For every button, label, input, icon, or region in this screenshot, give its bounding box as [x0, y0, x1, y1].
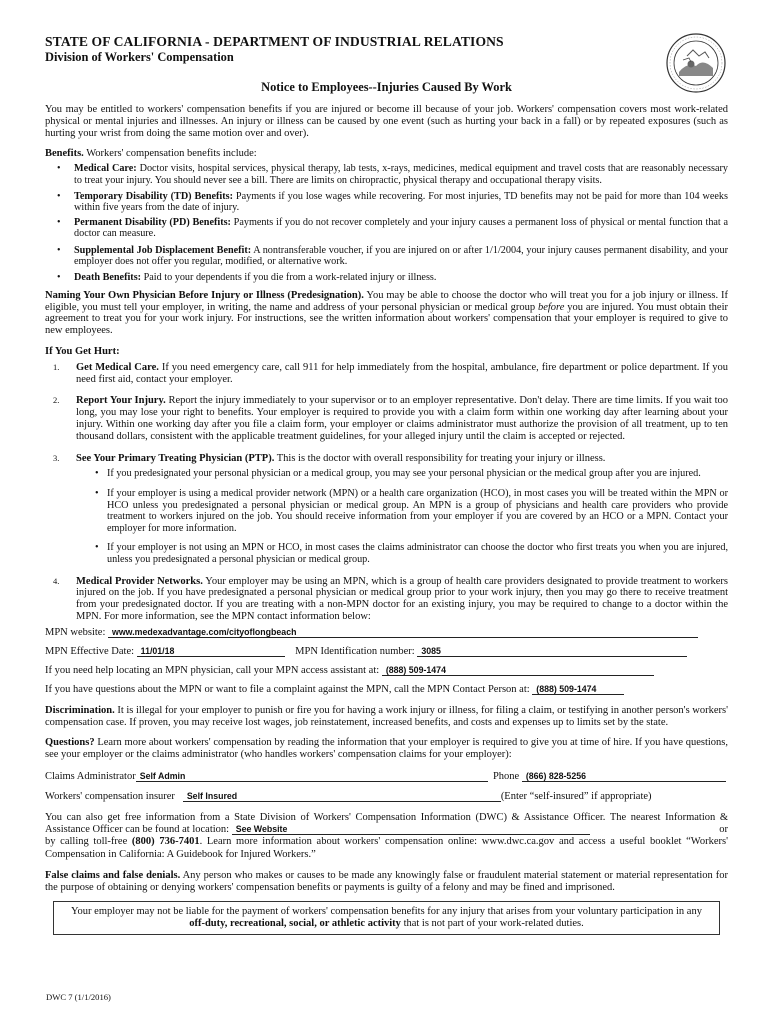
list-item: [57, 163, 728, 186]
questions-heading: Questions?: [45, 737, 95, 749]
mpn-contact-label: If you have questions about the MPN or want to file a complaint against the MPN, call the MPN Contact Person at:: [45, 683, 530, 695]
step-text: This is the doctor with overall responsibility for treating your injury or illness.: [274, 452, 606, 464]
benefit-text: A nontransferable voucher, if you are injured on or after 1/1/2004, your injury causes permanent disability, and your employer does not offer you regular, modified, or alternative work.: [74, 244, 728, 268]
notice-document: [45, 34, 728, 935]
step-term: Medical Provider Networks.: [76, 575, 203, 587]
intro-paragraph: You may be entitled to workers' compensation benefits if you are injured or become ill because of your job. Workers' compensation covers most work-related physical or mental injuries and illnesses. An injury or illness can be caused by one event (such as hurting your back in a fall) or by repeated exposures (such as hurting your wrist from doing the same motion over and over).: [45, 104, 728, 139]
questions-text: Learn more about workers' compensation by reading the information that your employer is required to give you at time of hire. If you have questions, see your employer or the claims administrator (who handles workers' compensation claims for your employer):: [45, 737, 728, 761]
false-claims-text: Any person who makes or causes to be made any knowingly false or fraudulent material statement or material representation for the purpose of obtaining or denying workers' compensation benefits or payments is guilty of a felony and may be fined and imprisoned.: [45, 869, 729, 893]
insurer-row: [45, 791, 728, 803]
mpn-effective-date-field[interactable]: 11/01/18: [137, 646, 285, 657]
predesignation-heading: Naming Your Own Physician Before Injury or Illness (Predesignation).: [45, 289, 364, 301]
claims-admin-label: Claims Administrator: [45, 770, 136, 782]
claims-admin-field[interactable]: Self Admin: [136, 771, 488, 782]
benefit-text: Payments if you do not recover completely and your injury causes a permanent loss of physical or mental function that a doctor can measure.: [74, 216, 728, 240]
step-term: Report Your Injury.: [76, 395, 166, 407]
predesignation-text: you are injured. You must obtain their agreement to treat you for your work injury. For instructions, see the written information about workers' compensation that your employer is required to give to new employees.: [45, 301, 729, 337]
mpn-access-label: If you need help locating an MPN physician, call your MPN access assistant at:: [45, 664, 380, 676]
step-text: Report the injury immediately to your supervisor or to an employer representative. Don't delay. There are time limits. If you wait too long, you may lose your right to benefits. Your employer is required to provide you with a claim form within one working day after learning about your injury. Within one working day after you file a claim form, your employer or claims administrator must authorize the provision of all treatment, up to ten thousand dollars, consistent with the applicable treatment guidelines, for your alleged injury until the claim is accepted or rejected.: [76, 395, 728, 442]
predesignation-text: You may be able to choose the doctor who will treat you for a job injury or illness. If eligible, you must tell your employer, in writing, the name and address of your personal physician or medical group: [45, 289, 728, 313]
dwc-text: by calling toll-free: [45, 836, 132, 848]
list-item: • If you predesignated your personal physician or a medical group, you may see your personal physician or the medical group after you are injured.: [95, 468, 728, 480]
if-you-get-hurt-section: [45, 346, 728, 623]
hurt-heading: If You Get Hurt:: [45, 346, 120, 358]
claims-phone-field[interactable]: (866) 828-5256: [522, 771, 726, 782]
predesignation-paragraph: [45, 290, 728, 337]
mpn-contact-phone-field[interactable]: (888) 509-1474: [532, 684, 624, 695]
benefit-term: Medical Care:: [74, 163, 137, 175]
notice-text: that is not part of your work-related duties.: [400, 918, 584, 930]
benefit-text: Paid to your dependents if you die from a work-related injury or illness.: [141, 272, 437, 284]
benefits-heading: Benefits.: [45, 148, 84, 160]
step-term: See Your Primary Treating Physician (PTP).: [76, 452, 275, 464]
insurer-field[interactable]: Self Insured: [183, 791, 501, 802]
dwc-text: . Learn more information about workers' compensation online: www.dwc.ca.gov and access a useful booklet “Workers' Compensation in California: A Guidebook for Injured Workers.”: [45, 836, 728, 860]
benefit-term: Death Benefits:: [74, 272, 142, 284]
mpn-access-phone-field[interactable]: (888) 509-1474: [382, 665, 654, 676]
mpn-effective-row: [45, 646, 728, 658]
list-item: [57, 191, 728, 214]
dwc-text: You can also get free information from a State Division of Workers' Compensation Information (DWC) & Assistance Officer. The nearest Information & Assistance Officer can be found at location:: [45, 811, 728, 836]
step-number: 3.: [53, 452, 60, 463]
notice-emphasis: off-duty, recreational, social, or athletic activity: [189, 918, 401, 930]
ptp-bullets: [76, 468, 728, 565]
list-item: [57, 272, 728, 283]
hurt-steps-list: [45, 362, 728, 623]
form-number-footer: DWC 7 (1/1/2016): [46, 992, 111, 1002]
step-number: 1.: [53, 361, 60, 372]
benefits-section: [45, 148, 728, 283]
voluntary-activity-notice-box: [53, 901, 720, 935]
list-item: [45, 362, 728, 386]
step-number: 2.: [53, 395, 60, 406]
benefit-term: Supplemental Job Displacement Benefit:: [74, 244, 252, 256]
mpn-website-label: MPN website:: [45, 626, 106, 638]
dwc-paragraph: [45, 812, 728, 861]
step-text: If you need emergency care, call 911 for help immediately from the hospital, ambulance, fire department or police department. If you need first aid, contact your employer.: [76, 361, 728, 385]
mpn-website-field[interactable]: www.medexadvantage.com/cityoflongbeach: [108, 627, 698, 638]
false-claims-heading: False claims and false denials.: [45, 869, 181, 881]
claims-admin-row: [45, 771, 728, 783]
agency-heading: STATE OF CALIFORNIA - DEPARTMENT OF INDUSTRIAL RELATIONS: [45, 34, 504, 49]
mpn-access-row: [45, 665, 728, 677]
list-item: [57, 245, 728, 268]
discrimination-text: It is illegal for your employer to punish or fire you for having a work injury or illness, for filing a claim, or testifying in another person's workers' compensation case. If proven, you may receive lost wages, job reinstatement, increased benefits, and costs and expenses up to limits set by the state.: [45, 704, 728, 728]
notice-text: Your employer may not be liable for the payment of workers' compensation benefits for any injury that arises from your voluntary participation in any: [71, 906, 702, 918]
dwc-or: or: [719, 824, 728, 836]
dwc-location-field[interactable]: See Website: [232, 824, 590, 835]
benefit-term: Permanent Disability (PD) Benefits:: [74, 216, 231, 228]
discrimination-paragraph: [45, 705, 728, 729]
list-item: [45, 576, 728, 623]
step-text: Your employer may be using an MPN, which is a group of health care providers designated to provide treatment to workers injured on the job. If you have predesignated a personal physician or medical group prior to your work injury, then you may go there to receive treatment from your predesignated doctor. If you are treating with a non-MPN doctor for an existing injury, you may be required to change to a doctor within the MPN. For more information, see the MPN contact information below:: [76, 575, 728, 622]
insurer-label: Workers' compensation insurer: [45, 790, 175, 802]
mpn-id-label: MPN Identification number:: [295, 645, 415, 657]
step-number: 4.: [53, 575, 60, 586]
benefit-term: Temporary Disability (TD) Benefits:: [74, 191, 233, 202]
predesignation-emphasis: before: [537, 301, 565, 313]
insurer-note: (Enter “self-insured” if appropriate): [500, 790, 652, 802]
page-title: Notice to Employees--Injuries Caused By Work: [261, 80, 512, 94]
dwc-phone: (800) 736-7401: [131, 836, 200, 848]
questions-paragraph: [45, 737, 728, 761]
benefits-list: [45, 163, 728, 284]
mpn-effective-label: MPN Effective Date:: [45, 645, 135, 657]
division-heading: Division of Workers' Compensation: [45, 50, 234, 64]
discrimination-heading: Discrimination.: [45, 704, 115, 716]
list-item: • If your employer is using a medical provider network (MPN) or a health care organization (HCO), in most cases you will be treated within the MPN or HCO unless you predesignated a personal physician or medical group. An MPN is a group of physicians and health care providers who provide treatment to workers injured on the job. You should receive information from your employer if you are covered by an HCO or a MPN. Contact your employer for more information.: [95, 488, 728, 534]
mpn-id-field[interactable]: 3085: [417, 646, 687, 657]
list-item: [45, 453, 728, 566]
list-item: [45, 395, 728, 442]
benefit-text: Payments if you lose wages while recovering. For most injuries, TD benefits may not be paid for more than 104 weeks within five years from the date of injury.: [74, 191, 728, 214]
list-item: [57, 217, 728, 240]
benefit-text: Doctor visits, hospital services, physical therapy, lab tests, x-rays, medicines, medical equipment and travel costs that are reasonably necessary to treat your injury. You should never see a bill. There are limits on chiropractic, physical therapy and occupational therapy visits.: [74, 163, 728, 186]
step-term: Get Medical Care.: [76, 361, 159, 373]
mpn-website-row: [45, 627, 728, 639]
mpn-contact-row: [45, 684, 728, 696]
false-claims-paragraph: [45, 870, 728, 894]
phone-label: Phone: [492, 770, 520, 782]
list-item: • If your employer is not using an MPN or HCO, in most cases the claims administrator can choose the doctor who first treats you when you are injured, unless you predesignated a personal physician or medical group.: [95, 542, 728, 565]
benefits-lead: Workers' compensation benefits include:: [83, 148, 257, 160]
